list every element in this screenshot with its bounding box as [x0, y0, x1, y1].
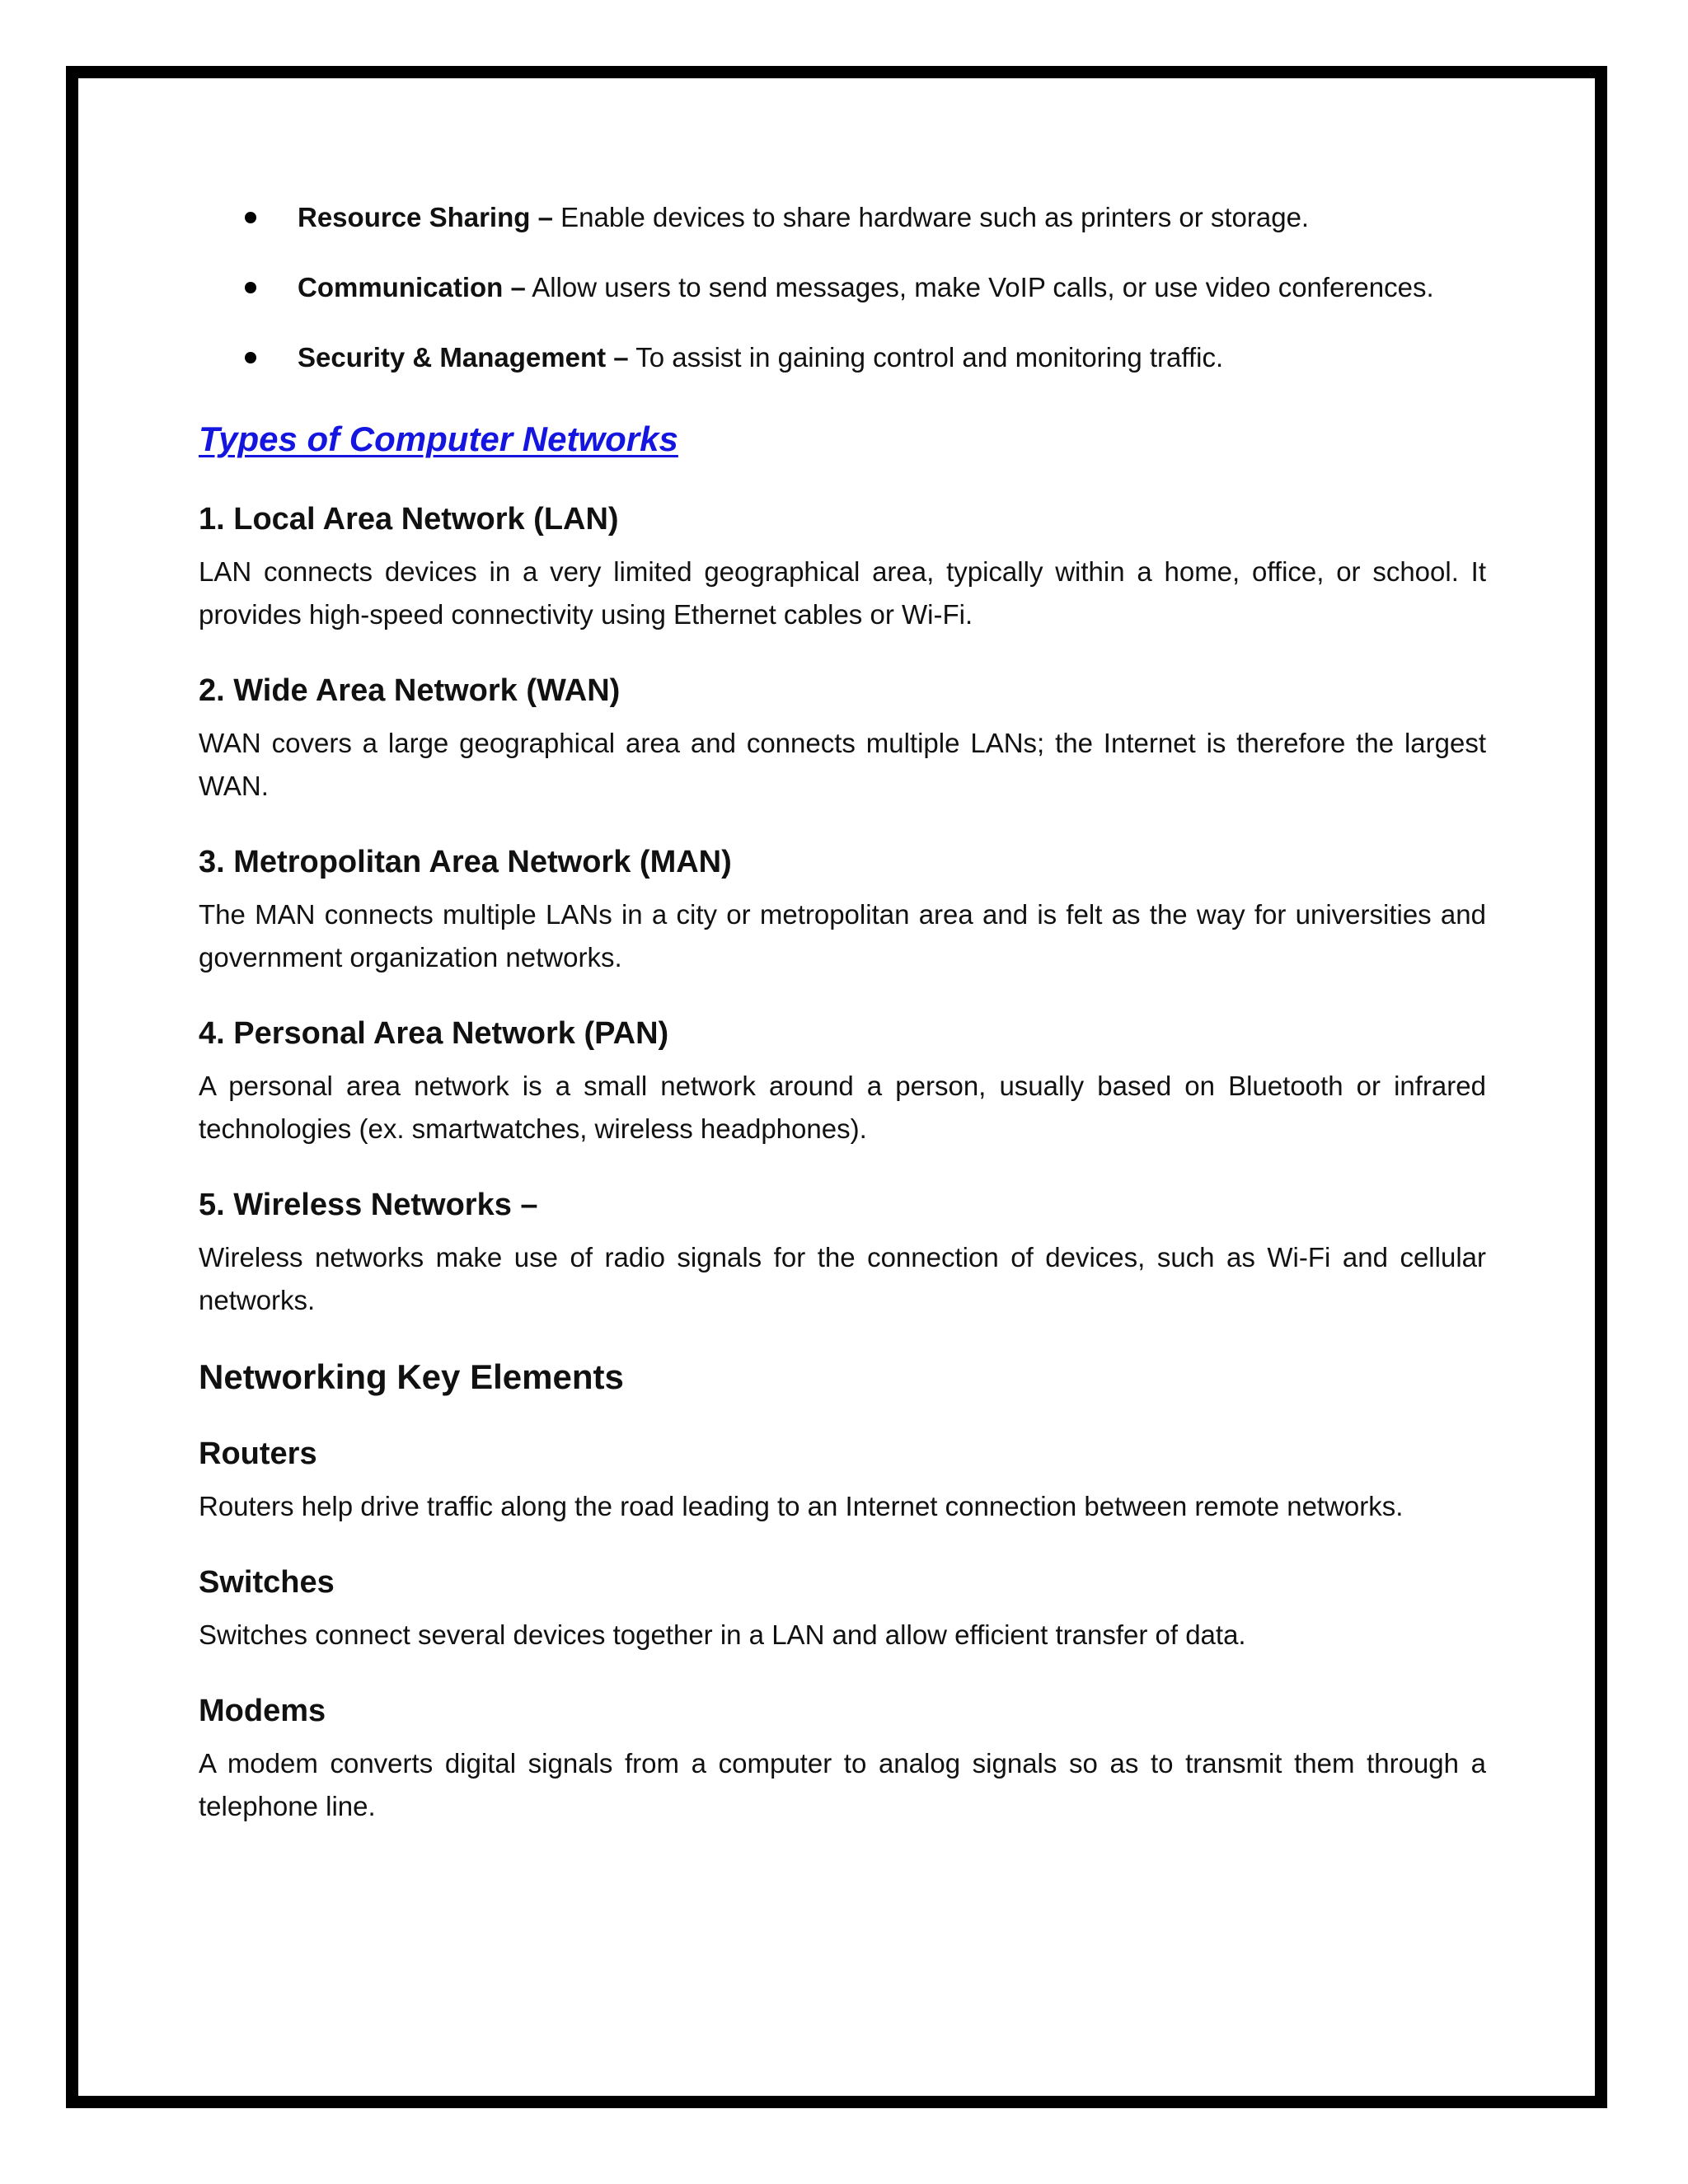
bullet-term: Resource Sharing – [298, 202, 553, 232]
section-paragraph: The MAN connects multiple LANs in a city or metropolitan area and is felt as the way for universities and government organization networks. [199, 899, 1486, 972]
section-heading: 3. Metropolitan Area Network (MAN) [199, 845, 732, 879]
bullet-icon [245, 212, 256, 223]
bullet-text: Enable devices to share hardware such as printers or storage. [552, 202, 1310, 232]
key-elements-section [199, 1432, 1486, 1828]
section-heading: Routers [199, 1436, 317, 1471]
section-paragraph: Wireless networks make use of radio signals for the connection of devices, such as Wi-Fi and cellular networks. [199, 1242, 1486, 1315]
section-paragraph: A personal area network is a small network around a person, usually based on Bluetooth or infrared technologies (ex. smartwatches, wireless headphones). [199, 1071, 1486, 1144]
section-heading: Switches [199, 1565, 335, 1600]
section-heading: 2. Wide Area Network (WAN) [199, 673, 621, 708]
key-element-modems [199, 1690, 1486, 1828]
list-item [199, 196, 1486, 239]
key-element-routers [199, 1432, 1486, 1528]
network-type-wireless [199, 1183, 1486, 1322]
bullet-term: Security & Management – [298, 342, 629, 373]
list-item [199, 336, 1486, 379]
bullet-text: Allow users to send messages, make VoIP calls, or use video conferences. [525, 272, 1434, 302]
network-types-section [199, 498, 1486, 1322]
bullet-text: To assist in gaining control and monitoring traffic. [628, 342, 1224, 373]
network-type-man [199, 841, 1486, 979]
list-item [199, 266, 1486, 309]
section-heading: 5. Wireless Networks – [199, 1188, 538, 1222]
section-paragraph: Switches connect several devices together in a LAN and allow efficient transfer of data. [199, 1619, 1246, 1650]
section-paragraph: A modem converts digital signals from a computer to analog signals so as to transmit them through a telephone line. [199, 1748, 1486, 1821]
bullet-term: Communication – [298, 272, 526, 302]
key-element-switches [199, 1561, 1486, 1657]
bullet-icon [245, 282, 256, 293]
section-heading: Modems [199, 1694, 326, 1728]
section-heading: 1. Local Area Network (LAN) [199, 502, 619, 537]
section-paragraph: WAN covers a large geographical area and connects multiple LANs; the Internet is therefore the largest WAN. [199, 728, 1486, 801]
bullet-list [199, 196, 1486, 379]
network-type-lan [199, 498, 1486, 636]
section-paragraph: Routers help drive traffic along the road leading to an Internet connection between remote networks. [199, 1491, 1404, 1521]
section-heading: 4. Personal Area Network (PAN) [199, 1016, 669, 1051]
network-type-pan [199, 1012, 1486, 1151]
types-heading-link[interactable]: Types of Computer Networks [199, 419, 678, 458]
elements-heading: Networking Key Elements [199, 1357, 624, 1396]
section-paragraph: LAN connects devices in a very limited geographical area, typically within a home, office, or school. It provides high-speed connectivity using Ethernet cables or Wi-Fi. [199, 556, 1486, 630]
network-type-wan [199, 669, 1486, 808]
bullet-icon [245, 352, 256, 363]
document-body [199, 196, 1486, 1861]
